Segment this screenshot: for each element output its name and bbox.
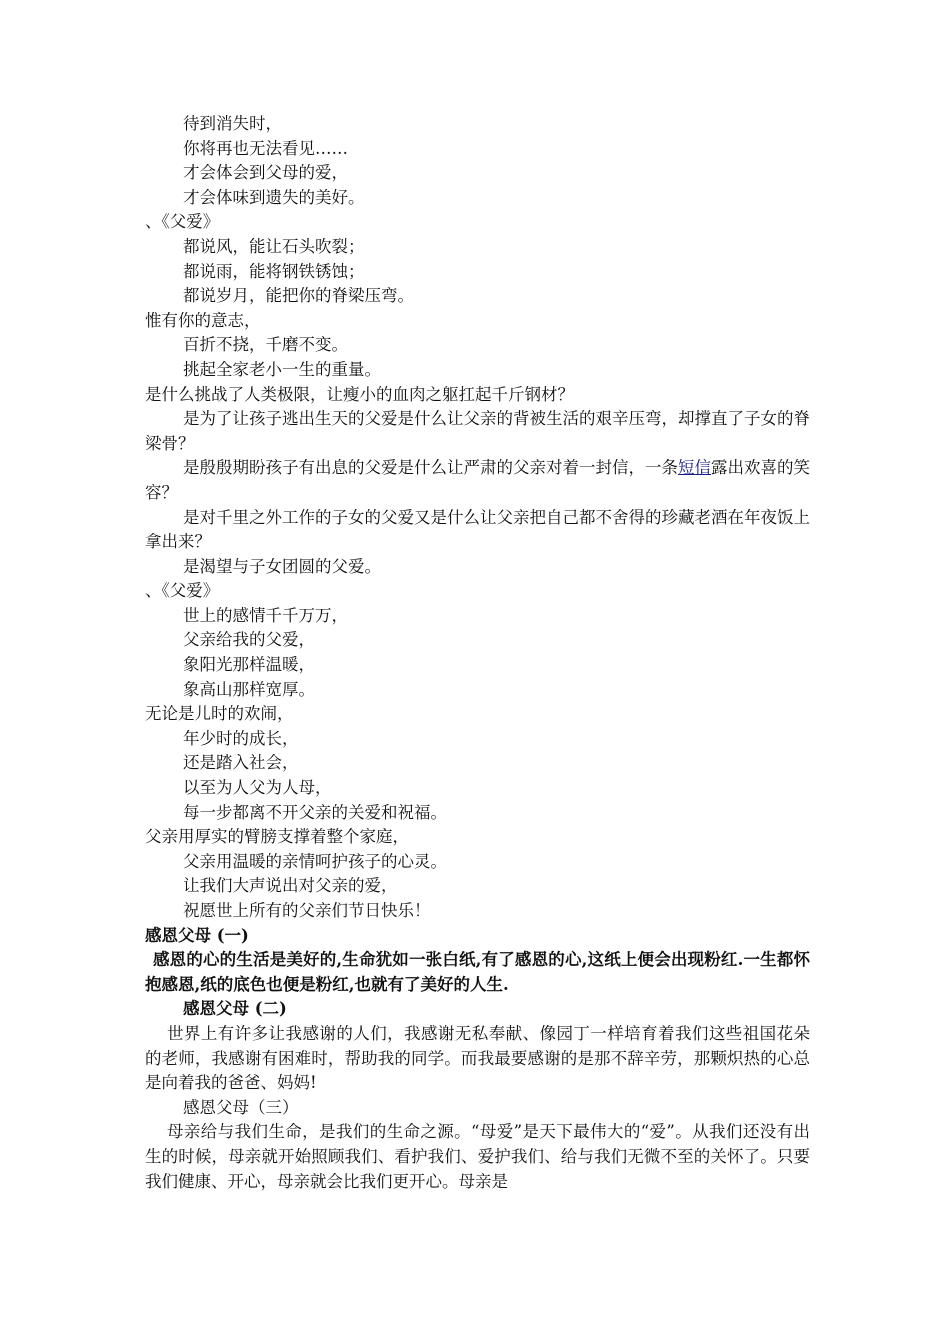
poem-line: 父亲用厚实的臂膀支撑着整个家庭， [145,827,409,847]
essay-paragraph: 母亲给与我们生命，是我们的生命之源。“母爱”是天下最伟大的“爱”。从我们还没有出生的时候，母亲就开始照顾我们、看护我们、爱护我们、给与我们无微不至的关怀了。只要我们健康、开心，母亲就会比我们更开心。母亲是 [145,1122,810,1191]
poem-line: 才会体味到遗失的美好。 [183,187,365,207]
poem-paragraph [145,456,810,505]
essay-title: 感恩父母 (二) [183,999,287,1019]
poem-line: 无论是儿时的欢闹， [145,704,294,724]
poem-line: 都说雨，能将钢铁锈蚀； [183,261,365,281]
poem-line: 挑起全家老小一生的重量。 [183,359,381,379]
poem-line: 父亲给我的父爱， [183,630,315,650]
poem-line: 世上的感情千千万万， [183,605,348,625]
document-body [145,112,810,1194]
poem-line: 还是踏入社会， [183,753,299,773]
poem-line: 是什么挑战了人类极限，让瘦小的血肉之躯扛起千斤钢材？ [145,384,574,404]
poem-line: 象高山那样宽厚。 [183,679,315,699]
essay-paragraph: 世界上有许多让我感谢的人们，我感谢无私奉献、像园丁一样培育着我们这些祖国花朵的老师，我感谢有困难时，帮助我的同学。而我最要感谢的是那不辞辛劳，那颗炽热的心总是向着我的爸爸、妈妈! [145,1023,810,1093]
poem-title: 、《父爱》 [145,212,220,232]
paragraph-text: 是殷殷期盼孩子有出息的父爱是什么让严肃的父亲对着一封信，一条 [183,458,678,478]
poem-line: 是渴望与子女团圆的父爱。 [183,556,381,576]
poem-line: 以至为人父为人母， [183,778,332,798]
poem-line: 都说岁月，能把你的脊梁压弯。 [183,286,414,306]
poem-line: 每一步都离不开父亲的关爱和祝福。 [183,802,447,822]
essay-title: 感恩父母（三） [183,1097,299,1117]
poem-title: 、《父爱》 [145,581,220,601]
poem-line: 你将再也无法看见…… [183,138,348,158]
essay-title: 感恩父母 (一) [145,925,249,945]
poem-paragraph: 是为了让孩子逃出生天的父爱是什么让父亲的背被生活的艰辛压弯，却撑直了子女的脊梁骨？ [145,409,810,453]
poem-line: 都说风，能让石头吹裂； [183,236,365,256]
poem-line: 百折不挠，千磨不变。 [183,335,348,355]
sms-link[interactable]: 短信 [678,458,711,478]
poem-line: 惟有你的意志， [145,310,261,330]
poem-line: 祝愿世上所有的父亲们节日快乐！ [183,901,431,920]
poem-line: 象阳光那样温暖， [183,655,315,675]
essay-paragraph: 感恩的心的生活是美好的,生命犹如一张白纸,有了感恩的心,这纸上便会出现粉红.一生都怀抱感恩,纸的底色也便是粉红,也就有了美好的人生. [145,950,810,994]
poem-line: 待到消失时， [183,114,282,133]
poem-line: 年少时的成长， [183,728,299,748]
poem-line: 让我们大声说出对父亲的爱， [183,876,398,896]
paragraph-text: 露出欢喜的笑容？ [145,458,810,502]
poem-paragraph: 是对千里之外工作的子女的父爱又是什么让父亲把自己都不舍得的珍藏老酒在年夜饭上拿出来？ [145,507,810,552]
poem-line: 父亲用温暖的亲情呵护孩子的心灵。 [183,851,447,871]
poem-line: 才会体会到父母的爱， [183,163,348,183]
